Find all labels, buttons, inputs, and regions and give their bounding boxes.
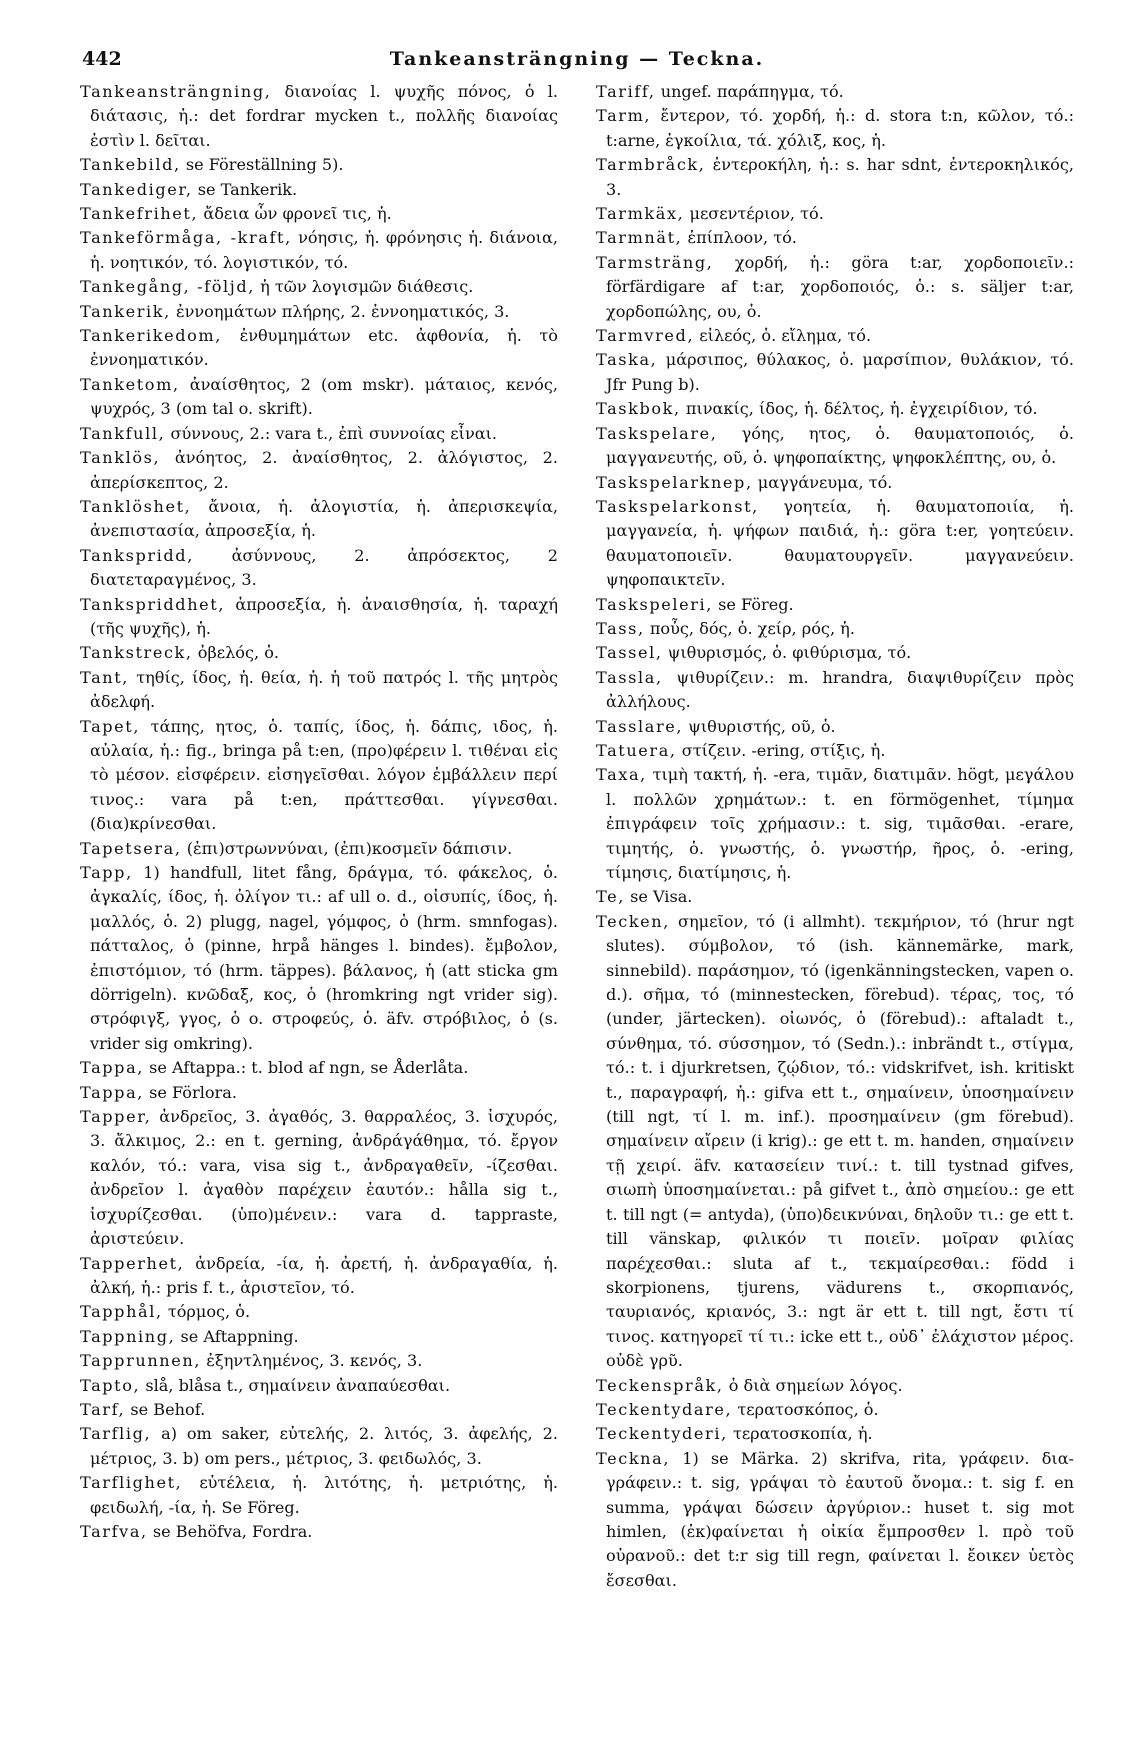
entry-definition: se Föreg. (718, 594, 794, 614)
entry-headword: Tappa, (80, 1082, 144, 1102)
dictionary-entry (80, 715, 558, 837)
entry-definition: μαγγάνευμα, τό. (757, 472, 893, 492)
entry-definition: ἀσύννους, 2. ἀπρόσεκτος, 2 διατεταραγμένος, 3. (90, 545, 558, 590)
entry-definition: ἐξηντλημένος, 3. κενός, 3. (206, 1351, 423, 1371)
entry-definition: γοητεία, ἡ. θαυματοποιία, ἡ. μαγγανεία, ἡ. ψήφων παιδιά, ἡ.: göra t:er, γοητεύειν. θαυματοποιεῖν. θαυματουργεῖν. μαγγανεύειν. ψηφοπαικτεῖν. (606, 496, 1074, 590)
dictionary-entry (80, 837, 558, 861)
entry-definition: διανοίας l. ψυχῆς πόνος, ὁ l. διάτασις, ἡ.: det fordrar mycken t., πολλῆς διανοίας ἐστὶν l. δεῖται. (90, 82, 558, 150)
entry-headword: Tankebild, (80, 155, 181, 175)
dictionary-entry (596, 324, 1074, 348)
entry-definition: ἄνοια, ἡ. ἀλογιστία, ἡ. ἀπερισκεψία, ἀνεπιστασία, ἀπροσεξία, ἡ. (90, 496, 558, 541)
dictionary-entry (80, 300, 558, 324)
entry-definition: se Tankerik. (197, 179, 298, 199)
entry-definition: τηθίς, ίδος, ἡ. θεία, ἡ. ἡ τοῦ πατρός l. τῆς μητρὸς ἀδελφή. (90, 667, 558, 712)
dictionary-entry (596, 104, 1074, 153)
entry-headword: Tankerikedom, (80, 326, 223, 346)
entry-definition: ἐπίπλοον, τό. (687, 228, 797, 248)
entry-definition: τερατοσκοπία, ἡ. (732, 1424, 873, 1444)
entry-headword: Tassel, (596, 643, 663, 663)
entry-headword: Tapprunnen, (80, 1351, 202, 1371)
dictionary-entry (596, 1398, 1074, 1422)
dictionary-entry (80, 153, 558, 177)
entry-headword: Tapphål, (80, 1302, 163, 1322)
dictionary-entry (596, 763, 1074, 885)
entry-headword: Teckenspråk, (596, 1375, 724, 1395)
entry-headword: Tankefrihet, (80, 204, 199, 224)
dictionary-entry (596, 666, 1074, 715)
entry-headword: Tarm, (596, 106, 652, 126)
entry-definition: se Behof. (130, 1399, 206, 1419)
entry-headword: Tarflighet, (80, 1473, 183, 1493)
dictionary-entry (80, 1056, 558, 1080)
dictionary-entry (596, 1447, 1074, 1593)
entry-headword: Tappning, (80, 1326, 176, 1346)
dictionary-entry (596, 251, 1074, 324)
entry-headword: Tapetsera, (80, 838, 182, 858)
entry-headword: Tass, (596, 618, 645, 638)
entry-headword: Taska, (596, 350, 658, 370)
dictionary-entry (596, 153, 1074, 202)
dictionary-entry (80, 446, 558, 495)
dictionary-entry (80, 275, 558, 299)
dictionary-entry (80, 226, 558, 275)
entry-definition: (ἐπι)στρωννύναι, (ἐπι)κοσμεῖν δάπισιν. (186, 838, 513, 858)
entry-definition: ἡ τῶν λογισμῶν διάθεσις. (260, 277, 474, 297)
entry-definition: slå, blåsa t., σημαίνειν ἀναπαύεσθαι. (145, 1375, 451, 1395)
entry-headword: Tapet, (80, 716, 141, 736)
dictionary-entry (80, 1374, 558, 1398)
entry-definition: se Behöfva, Fordra. (152, 1521, 313, 1541)
entry-headword: Tapper, (80, 1107, 152, 1127)
entry-headword: Teckna, (596, 1448, 671, 1468)
entry-headword: Teckentyderi, (596, 1424, 728, 1444)
dictionary-entry (596, 202, 1074, 226)
dictionary-entry (80, 1105, 558, 1251)
entry-headword: Tapperhet, (80, 1253, 185, 1273)
right-column (596, 80, 1074, 1593)
entry-headword: Te, (596, 887, 625, 907)
dictionary-entry (596, 495, 1074, 593)
entry-headword: Tankediger, (80, 179, 193, 199)
entry-headword: Teckentydare, (596, 1399, 733, 1419)
dictionary-entry (80, 80, 558, 153)
dictionary-entry (80, 1520, 558, 1544)
dictionary-entry (80, 1252, 558, 1301)
entry-definition: ἀνδρεία, -ία, ἡ. ἀρετή, ἡ. ἀνδραγαθία, ἡ. ἀλκή, ἡ.: pris f. t., ἀριστεῖον, τό. (90, 1253, 558, 1297)
entry-definition: γόης, ητος, ὁ. θαυματοποιός, ὁ. μαγγανευτής, οῦ, ὁ. ψηφοπαίκτης, ψηφοκλέπτης, ου, ὁ. (606, 423, 1074, 468)
left-column (80, 80, 558, 1544)
entry-headword: Taskspelarkonst, (596, 496, 759, 516)
dictionary-entry (80, 1422, 558, 1471)
entry-headword: Taxa, (596, 765, 647, 785)
dictionary-entry (596, 593, 1074, 617)
entry-headword: Tarmnät, (596, 228, 683, 248)
dictionary-entry (596, 910, 1074, 1374)
entry-headword: Tarmvred, (596, 326, 695, 346)
entry-headword: Taskspeleri, (596, 594, 714, 614)
entry-definition: ἐννοημάτων πλήρης, 2. ἐννοηματικός, 3. (175, 301, 510, 321)
entry-definition: ἔντερον, τό. χορδή, ἡ.: d. stora t:n, κῶλον, τό.: t:arne, ἐγκοίλια, τά. χόλιξ, κος, ἡ. (606, 106, 1074, 150)
entry-definition: στίζειν. -ering, στίξις, ἡ. (681, 740, 886, 760)
dictionary-entry (596, 617, 1074, 641)
entry-definition: se Aftappa.: t. blod af ngn, se Åderlåta. (149, 1058, 469, 1078)
entry-definition: a) om saker, εὐτελής, 2. λιτός, 3. ἀφελής, 2. μέτριος, 3. b) om pers., μέτριος, 3. φειδωλός, 3. (90, 1424, 558, 1468)
entry-headword: Tarmbråck, (596, 155, 706, 175)
entry-definition: ψιθυριστής, οῦ, ὁ. (688, 716, 836, 736)
entry-definition: τάπης, ητος, ὁ. ταπίς, ίδος, ἡ. δάπις, ιδος, ἡ. αὐλαία, ἡ.: fig., bringa på t:en, (προ)φέρειν l. τιθέναι εἰς τὸ μέσον. εἰσφέρειν. εἰσηγεῖσθαι. λόγον ἐμβάλλειν περί τινος.: vara på t:en, πράττεσθαι. γίγνεσθαι. (δια)κρίνεσθαι. (90, 716, 558, 834)
entry-definition: εὐτέλεια, ἡ. λιτότης, ἡ. μετριότης, ἡ. φειδωλή, -ία, ἡ. Se Föreg. (90, 1473, 558, 1517)
entry-headword: Tanketom, (80, 374, 180, 394)
dictionary-entry (80, 641, 558, 665)
dictionary-entry (80, 1081, 558, 1105)
dictionary-entry (80, 324, 558, 373)
entry-definition: μάρσιπος, θύλακος, ὁ. μαρσίπιον, θυλάκιον, τό. Jfr Pung b). (606, 350, 1074, 394)
running-title: Tankeansträngning — Teckna. (389, 48, 765, 70)
dictionary-entry (596, 80, 1074, 104)
dictionary-entry (596, 422, 1074, 471)
entry-definition: τιμὴ τακτή, ἡ. -era, τιμᾶν, διατιμᾶν. högt, μεγάλου l. πολλῶν χρημάτων.: t. en förmögenhet, τίμημα ἐπιγράφειν τοῖς χρήμασιν.: t. sig, τιμᾶσθαι. -erare, τιμητής, ὁ. γνωστής, ὁ. γνωστήρ, ῆρος, ὁ. -ering, τίμησις, διατίμησις, ἡ. (606, 765, 1074, 882)
entry-definition: se Föreställning 5). (185, 155, 344, 175)
dictionary-entry (80, 373, 558, 422)
entry-definition: ungef. παράπηγμα, τό. (660, 82, 844, 101)
entry-headword: Tasslare, (596, 716, 684, 736)
entry-definition: μεσεντέριον, τό. (689, 204, 824, 224)
entry-definition: χορδή, ἡ.: göra t:ar, χορδοποιεῖν.: förfärdigare af t:ar, χορδοποιός, ὁ.: s. säljer t:ar, χορδοπώλης, ου, ὁ. (606, 252, 1074, 321)
dictionary-entry (80, 544, 558, 593)
dictionary-entry (596, 226, 1074, 250)
entry-definition: ὁ διὰ σημείων λόγος. (728, 1375, 903, 1395)
entry-headword: Tankerik, (80, 301, 171, 321)
entry-headword: Tankspridd, (80, 545, 194, 565)
entry-definition: ψιθυρισμός, ὁ. φιθύρισμα, τό. (667, 643, 912, 663)
page-number: 442 (82, 48, 122, 70)
entry-definition: ἀπροσεξία, ἡ. ἀναισθησία, ἡ. ταραχή (τῆς ψυχῆς), ἡ. (90, 594, 558, 638)
entry-headword: Tarf, (80, 1399, 126, 1419)
entry-definition: ἐντεροκήλη, ἡ.: s. har sdnt, ἐντεροκηλικός, 3. (606, 155, 1074, 199)
entry-headword: Tarmsträng, (596, 252, 714, 272)
dictionary-entry (80, 1325, 558, 1349)
entry-headword: Tariff, (596, 82, 656, 101)
dictionary-entry (80, 861, 558, 1056)
entry-definition: 1) se Märka. 2) skrifva, rita, γράφειν. δια-γράφειν.: t. sig, γράψαι τὸ ἑαυτοῦ ὄνομα.: t. sig f. en summa, γράψαι δώσειν ἀργύριον.: huset t. sig mot himlen, (ἐκ)φαίνεται ἡ οἰκία ἔμπροσθεν l. πρὸ τοῦ οὐρανοῦ.: det t:r sig till regn, φαίνεται l. ἔοικεν ὑετὸς ἔσεσθαι. (606, 1448, 1074, 1590)
entry-definition: ποὖς, δός, ὁ. χείρ, ρός, ἡ. (649, 618, 855, 638)
entry-headword: Tant, (80, 667, 130, 687)
dictionary-entry (80, 178, 558, 202)
dictionary-entry (80, 1349, 558, 1373)
entry-definition: εἰλεός, ὁ. εἴλημα, τό. (699, 326, 872, 346)
entry-headword: Taskspelarknep, (596, 472, 753, 492)
entry-definition: ἀνδρεῖος, 3. ἀγαθός, 3. θαρραλέος, 3. ἰσχυρός, 3. ἄλκιμος, 2.: en t. gerning, ἀνδράγάθημα, τό. ἔργον καλόν, τό.: vara, visa sig t., ἀνδραγαθεῖν, -ίζεσθαι. ἀνδρεῖον l. ἀγαθὸν παρέχειν ἑαυτόν.: hålla sig t., ἰσχυρίζεσθαι. (ὑπο)μένειν.: vara d. tappraste, ἀριστεύειν. (90, 1107, 558, 1249)
dictionary-entry (80, 422, 558, 446)
entry-definition: σημεῖον, τό (i allmht). τεκμήριον, τό (hrur ngt slutes). σύμβολον, τό (ish. kännemärke, mark, sinnebild). παράσημον, τό (igenkänningstecken, vapen o. d.). σῆμα, τό (minnestecken, förebud). τέρας, τος, τό (under, järtecken). οἰωνός, ὁ (förebud).: aftaladt t., σύνθημα, τό. σύσσημον, τό (Sedn.).: inbrändt t., στίγμα, τό.: t. i djurkretsen, ζῴδιον, τό.: vidskrifvet, ish. kritiskt t., παραγραφή, ἡ.: gifva ett t., σημαίνειν, ὑποσημαίνειν (till ngt, τί l. m. inf.). προσημαίνειν (gm förebud). σημαίνειν αἴρειν (i krig).: ge ett t. m. handen, σημαίνειν τῇ χειρί. äfv. κατασείειν τινί.: t. till tystnad gifves, σιωπὴ ὑποσημαίνεται.: på gifvet t., ἀπὸ σημείου.: ge ett t. till ngt (= antyda), (ὑπο)δεικνύναι, δηλοῦν τι.: ge ett t. till vänskap, φιλικόν τι ποιεῖν. μοῖραν φιλίας παρέχεσθαι.: sluta af t., τεκμαίρεσθαι.: född i skorpionens, tjurens, vädurens t., σκορπιανός, ταυριανός, κριανός, 3.: ngt är ett t. till ngt, ἔστι τί τινος. κατηγορεῖ τί τι.: icke ett t., οὐδ᾽ ἐλάχιστον μέρος. οὐδὲ γρῦ. (606, 911, 1074, 1371)
entry-headword: Tapp, (80, 863, 133, 882)
entry-headword: Tanklöshet, (80, 496, 192, 516)
entry-definition: se Förlora. (149, 1082, 237, 1102)
entry-headword: Tatuera, (596, 740, 677, 760)
entry-headword: Tankspriddhet, (80, 594, 226, 614)
dictionary-entry (80, 202, 558, 226)
entry-headword: Taskbok, (596, 399, 681, 419)
entry-definition: σύννους, 2.: vara t., ἐπὶ συννοίας εἶναι. (170, 423, 498, 443)
page-header (82, 48, 1072, 78)
entry-definition: ἐνθυμημάτων etc. ἀφθονία, ἡ. τὸ ἐννοηματικόν. (90, 326, 558, 370)
dictionary-entry (596, 885, 1074, 909)
entry-definition: se Aftappning. (180, 1326, 299, 1346)
entry-headword: Tankstreck, (80, 643, 193, 663)
dictionary-entry (80, 1300, 558, 1324)
entry-headword: Tappa, (80, 1058, 144, 1078)
entry-headword: Tarfva, (80, 1521, 148, 1541)
dictionary-entry (80, 495, 558, 544)
entry-headword: Tapto, (80, 1375, 141, 1395)
entry-definition: ἀνόητος, 2. ἀναίσθητος, 2. ἀλόγιστος, 2. ἀπερίσκεπτος, 2. (90, 448, 558, 492)
entry-definition: 1) handfull, litet fång, δράγμα, τό. φάκελος, ὁ. ἀγκαλίς, ίδος, ἡ. ὀλίγον τι.: af ull o. d., οἰσυπίς, ίδος, ἡ. μαλλός, ὁ. 2) plugg, nagel, γόμφος, ὁ (hrm. smnfogas). πάτταλος, ὁ (pinne, hrpå hänges l. bindes). ἔμβολον, ἐπιστόμιον, τό (hrm. täppes). βάλανος, ἡ (att sticka gm dörrigeln). κνῶδαξ, κος, ὁ (hromkring ngt vrider sig). στρόφιγξ, γγος, ὁ o. στροφεύς, ὁ. äfv. στρόβιλος, ὁ (s. vrider sig omkring). (90, 863, 558, 1053)
dictionary-entry (596, 715, 1074, 739)
entry-headword: Tecken, (596, 911, 670, 931)
dictionary-entry (596, 397, 1074, 421)
entry-headword: Tarflig, (80, 1424, 152, 1444)
entry-headword: Tankeförmåga, -kraft, (80, 228, 292, 248)
dictionary-entry (80, 593, 558, 642)
entry-headword: Tankeansträngning, (80, 82, 272, 101)
dictionary-entry (596, 739, 1074, 763)
entry-definition: τόρμος, ὁ. (167, 1302, 251, 1322)
dictionary-entry (80, 1471, 558, 1520)
entry-headword: Tankegång, -följd, (80, 277, 255, 297)
dictionary-entry (596, 471, 1074, 495)
entry-headword: Tankfull, (80, 423, 166, 443)
entry-definition: se Visa. (630, 887, 693, 907)
entry-headword: Tassla, (596, 667, 663, 687)
dictionary-entry (596, 641, 1074, 665)
dictionary-entry (596, 1374, 1074, 1398)
entry-definition: τερατοσκόπος, ὁ. (737, 1399, 879, 1419)
dictionary-entry (596, 348, 1074, 397)
entry-definition: ἄδεια ὧν φρονεῖ τις, ἡ. (203, 204, 392, 224)
entry-definition: ἀναίσθητος, 2 (om mskr). μάταιος, κενός, ψυχρός, 3 (om tal o. skrift). (90, 374, 558, 419)
dictionary-entry (80, 1398, 558, 1422)
entry-headword: Tanklös, (80, 448, 161, 468)
dictionary-entry (80, 666, 558, 715)
entry-headword: Tarmkäx, (596, 204, 685, 224)
entry-definition: νόησις, ἡ. φρόνησις ἡ. διάνοια, ἡ. νοητικόν, τό. λογιστικόν, τό. (90, 228, 558, 272)
entry-headword: Taskspelare, (596, 423, 718, 443)
entry-definition: ὀβελός, ὁ. (197, 643, 280, 663)
entry-definition: πινακίς, ίδος, ἡ. δέλτος, ἡ. ἐγχειρίδιον, τό. (685, 399, 1038, 419)
entry-definition: ψιθυρίζειν.: m. hrandra, διαψιθυρίζειν πρὸς ἀλλήλους. (606, 667, 1074, 712)
dictionary-entry (596, 1422, 1074, 1446)
